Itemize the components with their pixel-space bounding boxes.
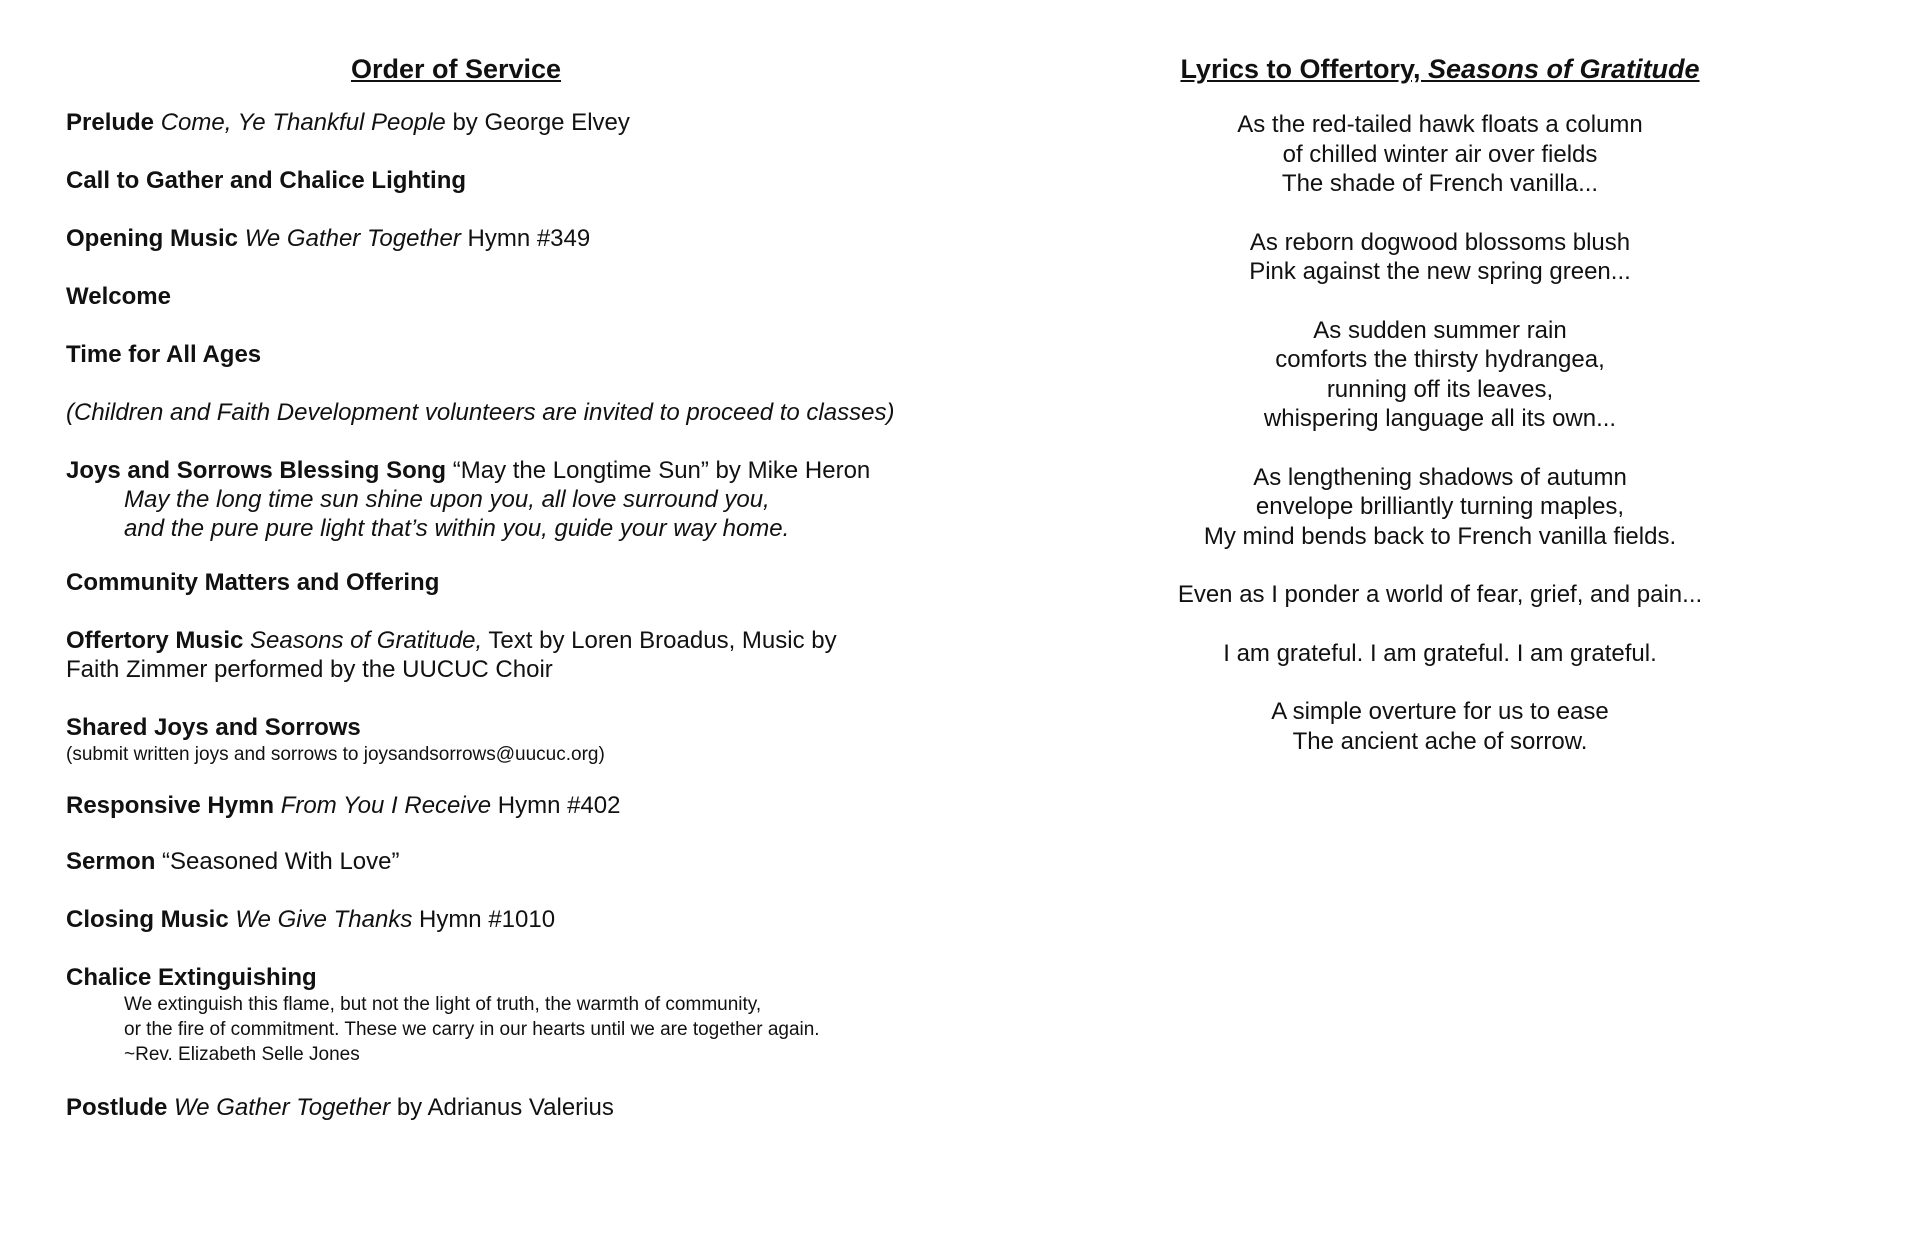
- lyrics-heading-title: Seasons of Gratitude: [1428, 54, 1700, 84]
- lyrics-line: envelope brilliantly turning maples,: [1255, 493, 1625, 520]
- offertory-label: Offertory Music: [66, 627, 244, 654]
- closing-music-label: Closing Music: [66, 906, 229, 933]
- lyrics-line: The shade of French vanilla...: [1281, 170, 1599, 197]
- lyrics-line: Even as I ponder a world of fear, grief, and pain...: [1177, 581, 1703, 608]
- prelude-item: [66, 108, 966, 137]
- responsive-hymn-item: [66, 791, 966, 820]
- lyrics-line: The ancient ache of sorrow.: [1292, 727, 1588, 755]
- offertory-lyrics-column: [1120, 54, 1760, 756]
- postlude-item: [66, 1093, 966, 1122]
- lyrics-line: As the red-tailed hawk floats a column: [1237, 111, 1643, 138]
- lyrics-line: running off its leaves,: [1326, 375, 1554, 403]
- opening-music-title: We Gather Together: [244, 225, 461, 252]
- shared-joys-note: (submit written joys and sorrows to joysandsorrows@uucuc.org): [66, 744, 605, 765]
- closing-music-title: We Give Thanks: [235, 906, 413, 933]
- lyrics-line: As sudden summer rain: [1313, 316, 1567, 344]
- closing-music-item: [66, 905, 966, 934]
- shared-joys-item: Shared Joys and Sorrows: [66, 714, 361, 741]
- lyrics-line: As lengthening shadows of autumn: [1253, 463, 1627, 491]
- lyrics-heading-prefix: Lyrics to Offertory,: [1180, 54, 1428, 84]
- lyrics-stanza: [1120, 697, 1760, 756]
- lyrics-line: comforts the thirsty hydrangea,: [1275, 346, 1605, 373]
- sermon-label: Sermon: [66, 848, 156, 875]
- extinguishing-attribution: ~Rev. Elizabeth Selle Jones: [124, 1044, 360, 1065]
- lyrics-heading: [1120, 54, 1760, 85]
- lyrics-line: whispering language all its own...: [1263, 405, 1617, 432]
- opening-music-label: Opening Music: [66, 225, 239, 252]
- responsive-hymn-label: Responsive Hymn: [66, 792, 275, 819]
- lyrics-line: I am grateful. I am grateful. I am grateful.: [1223, 639, 1657, 667]
- closing-music-rest: Hymn #1010: [412, 906, 556, 933]
- joys-song-item: [66, 456, 966, 485]
- postlude-title: We Gather Together: [174, 1094, 391, 1121]
- prelude-label: Prelude: [66, 109, 155, 136]
- welcome-item: Welcome: [66, 283, 171, 310]
- joys-song-lyric-line-2: and the pure pure light that’s within you, guide your way home.: [124, 515, 790, 542]
- lyrics-line: A simple overture for us to ease: [1271, 698, 1609, 725]
- prelude-rest: by George Elvey: [445, 109, 630, 136]
- order-of-service-column: [66, 54, 966, 1122]
- offertory-line-2: Faith Zimmer performed by the UUCUC Choir: [66, 656, 553, 683]
- lyrics-stanza: [1120, 580, 1760, 610]
- chalice-extinguishing-item: Chalice Extinguishing: [66, 964, 317, 991]
- responsive-hymn-title: From You I Receive: [280, 792, 492, 819]
- call-to-gather-item: Call to Gather and Chalice Lighting: [66, 167, 467, 194]
- lyrics-stanzas: [1120, 110, 1760, 756]
- lyrics-stanza: [1120, 639, 1760, 669]
- sermon-rest: “Seasoned With Love”: [155, 848, 400, 875]
- joys-song-lyric-line-1: May the long time sun shine upon you, all love surround you,: [124, 486, 770, 513]
- extinguishing-line-2: or the fire of commitment. These we carry in our hearts until we are together again.: [124, 1019, 820, 1040]
- joys-song-rest: “May the Longtime Sun” by Mike Heron: [446, 457, 871, 484]
- lyrics-stanza: [1120, 463, 1760, 552]
- lyrics-stanza: [1120, 110, 1760, 199]
- extinguishing-line-1: We extinguish this flame, but not the light of truth, the warmth of community,: [124, 994, 762, 1015]
- lyrics-stanza: [1120, 228, 1760, 287]
- responsive-hymn-rest: Hymn #402: [491, 792, 621, 819]
- sermon-item: [66, 847, 966, 876]
- lyrics-line: My mind bends back to French vanilla fields.: [1203, 522, 1677, 550]
- time-for-all-ages-item: Time for All Ages: [66, 341, 262, 368]
- offertory-rest: Text by Loren Broadus, Music by: [482, 627, 837, 654]
- order-of-service-heading: Order of Service: [350, 54, 562, 84]
- offertory-item: [66, 626, 966, 655]
- lyrics-line: As reborn dogwood blossoms blush: [1249, 228, 1631, 256]
- opening-music-rest: Hymn #349: [460, 225, 591, 252]
- postlude-rest: by Adrianus Valerius: [390, 1094, 614, 1121]
- children-note: (Children and Faith Development volunteers are invited to proceed to classes): [66, 399, 895, 426]
- prelude-title: Come, Ye Thankful People: [160, 109, 446, 136]
- opening-music-item: [66, 224, 966, 253]
- offertory-title: Seasons of Gratitude,: [250, 627, 483, 654]
- community-matters-item: Community Matters and Offering: [66, 569, 440, 596]
- lyrics-line: of chilled winter air over fields: [1282, 140, 1598, 168]
- postlude-label: Postlude: [66, 1094, 168, 1121]
- joys-song-label: Joys and Sorrows Blessing Song: [66, 457, 447, 484]
- lyrics-stanza: [1120, 316, 1760, 434]
- lyrics-line: Pink against the new spring green...: [1249, 258, 1631, 285]
